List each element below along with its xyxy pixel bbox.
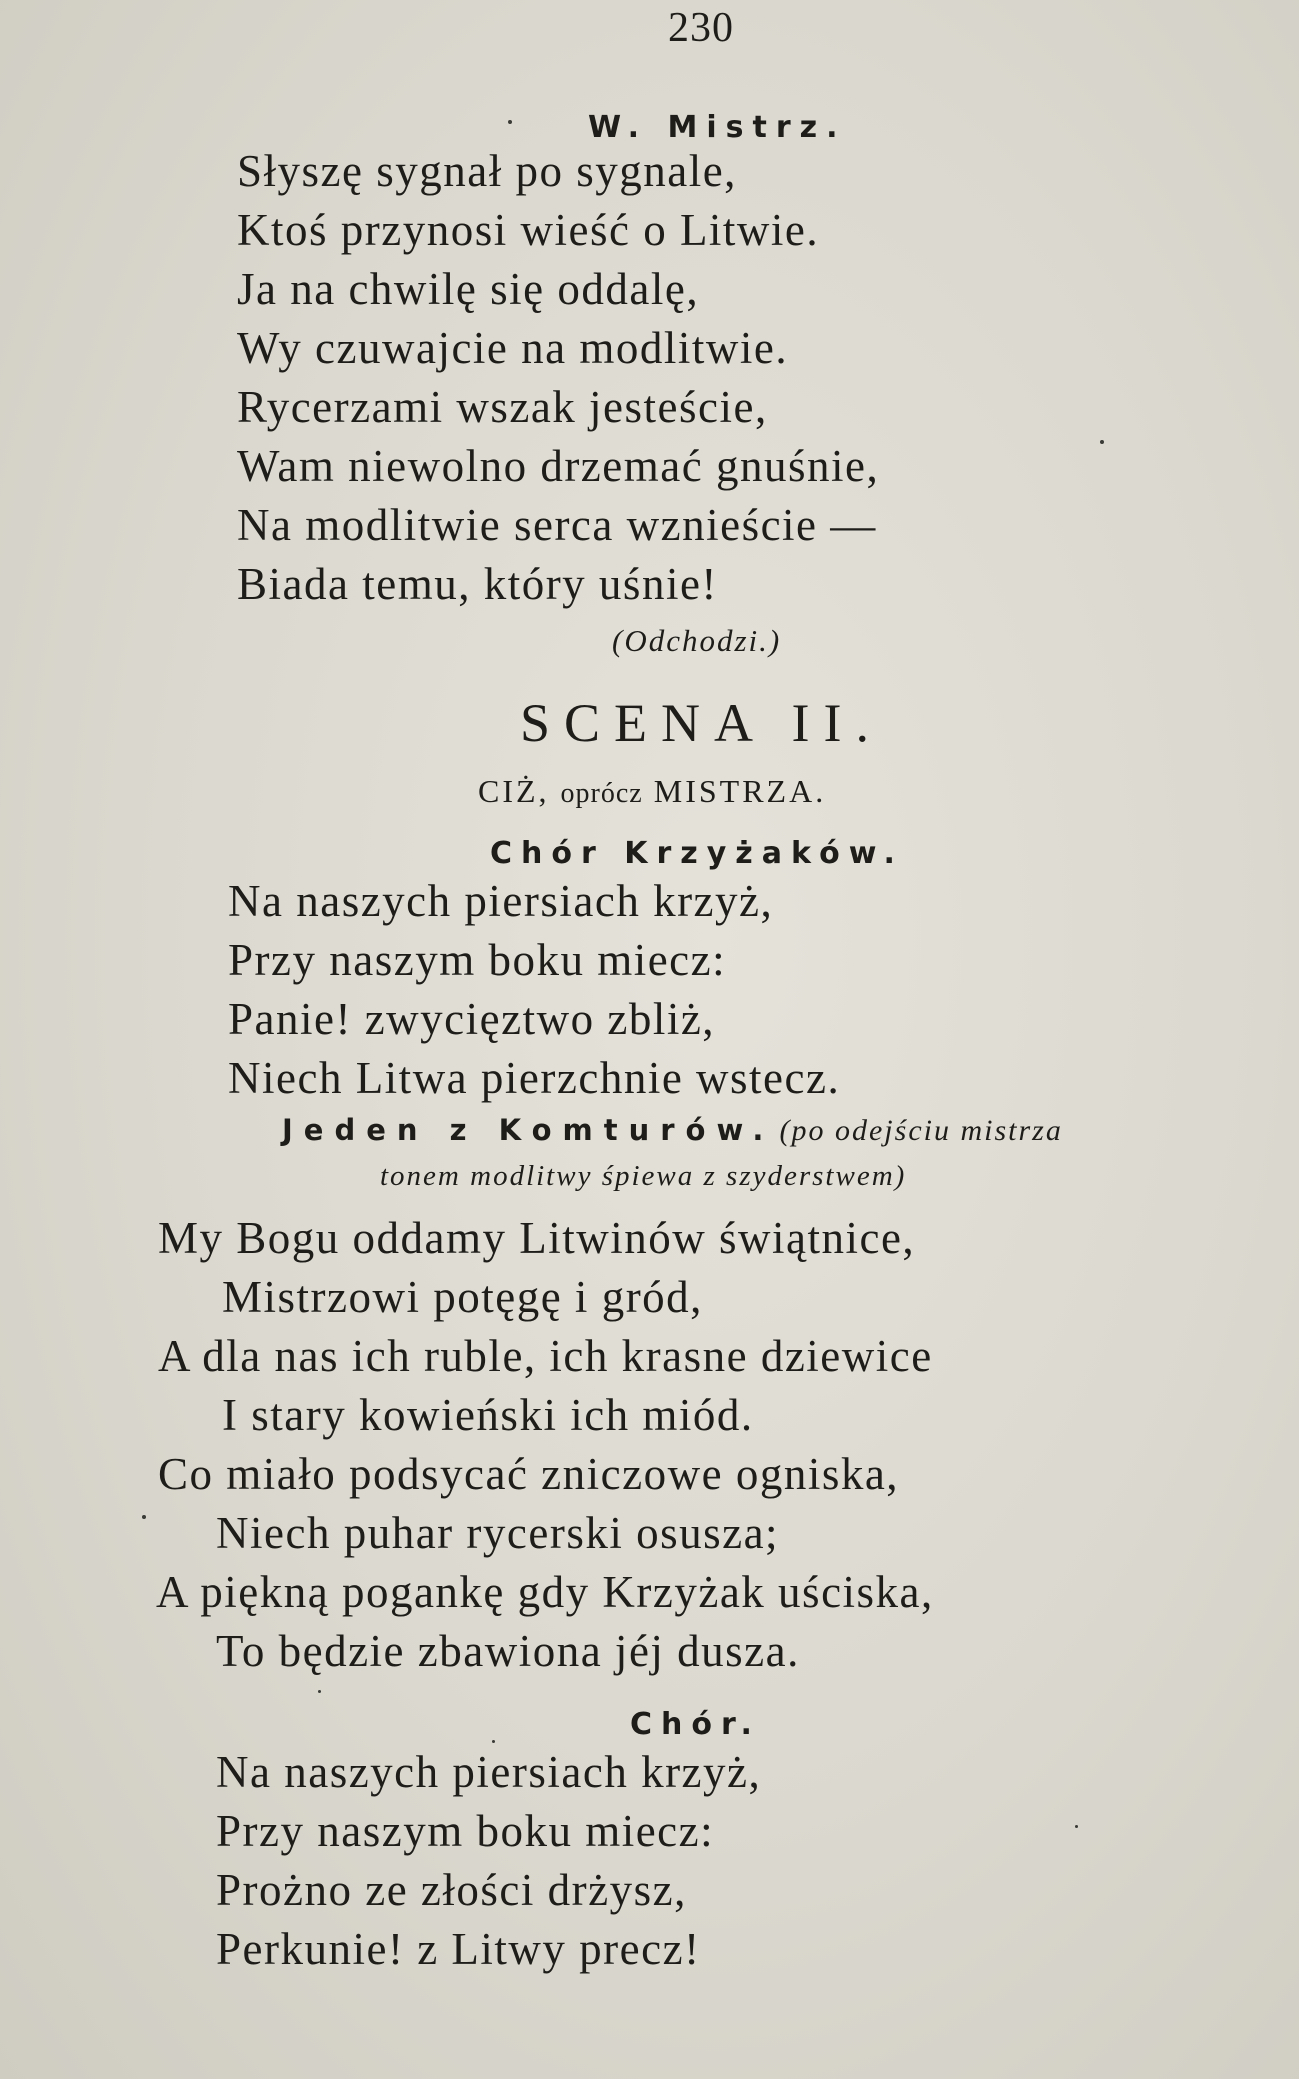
verse-line: Prożno ze złości drżysz, <box>216 1865 687 1915</box>
verse-line: Na naszych piersiach krzyż, <box>228 876 774 926</box>
verse-line: I stary kowieński ich miód. <box>222 1390 754 1440</box>
persons-main: CIŻ, <box>478 773 550 809</box>
speaker-komtur: Jeden z Komturów. <box>282 1113 775 1147</box>
verse-line: Co miało podsycać zniczowe ogniska, <box>158 1449 900 1499</box>
speaker-knights-choir: Chór Krzyżaków. <box>490 836 904 871</box>
paper-speck <box>142 1515 146 1519</box>
paper-speck <box>508 120 512 124</box>
scene-persons <box>478 771 826 814</box>
verse-line: A dla nas ich ruble, ich krasne dziewice <box>158 1331 933 1381</box>
paper-speck <box>1075 1825 1078 1828</box>
verse-line: To będzie zbawiona jéj dusza. <box>216 1626 800 1676</box>
verse-line: Ktoś przynosi wieść o Litwie. <box>237 205 820 255</box>
paper-speck <box>1100 440 1104 444</box>
verse-line: Mistrzowi potęgę i gród, <box>222 1272 703 1322</box>
verse-line: A piękną pogankę gdy Krzyżak uściska, <box>156 1567 934 1617</box>
stage-direction-komtur-cont: tonem modlitwy śpiewa z szyderstwem) <box>380 1160 907 1192</box>
verse-line: Rycerzami wszak jesteście, <box>237 382 768 432</box>
verse-line: Na modlitwie serca wznieście — <box>237 500 877 550</box>
verse-line: Perkunie! z Litwy precz! <box>216 1924 701 1974</box>
verse-line: Niech Litwa pierzchnie wstecz. <box>228 1053 841 1103</box>
verse-line: Ja na chwilę się oddalę, <box>237 264 700 314</box>
verse-line: My Bogu oddamy Litwinów świątnice, <box>158 1213 916 1263</box>
verse-line: Wy czuwajcie na modlitwie. <box>237 323 789 373</box>
persons-except: oprócz <box>560 778 643 809</box>
verse-line: Biada temu, który uśnie! <box>237 559 718 609</box>
verse-line: Na naszych piersiach krzyż, <box>216 1747 762 1797</box>
scene-title: SCENA II. <box>520 693 884 753</box>
verse-line: Przy naszym boku miecz: <box>216 1806 715 1856</box>
paper-speck <box>492 1740 495 1743</box>
verse-line: Wam niewolno drzemać gnuśnie, <box>237 441 880 491</box>
verse-line: Słyszę sygnał po sygnale, <box>237 146 737 196</box>
page-number: 230 <box>668 5 734 51</box>
verse-line: Panie! zwycięztwo zbliż, <box>228 994 716 1044</box>
stage-direction-exit: (Odchodzi.) <box>612 623 782 658</box>
paper-speck <box>318 1690 321 1693</box>
speaker-line-komtur <box>282 1110 1063 1155</box>
persons-rest: MISTRZA. <box>653 773 827 809</box>
verse-line: Przy naszym boku miecz: <box>228 935 727 985</box>
speaker-choir: Chór. <box>630 1707 761 1742</box>
speaker-grand-master: W. Mistrz. <box>588 110 847 145</box>
verse-line: Niech puhar rycerski osusza; <box>216 1508 780 1558</box>
stage-direction-komtur: (po odejściu mistrza <box>779 1114 1063 1147</box>
